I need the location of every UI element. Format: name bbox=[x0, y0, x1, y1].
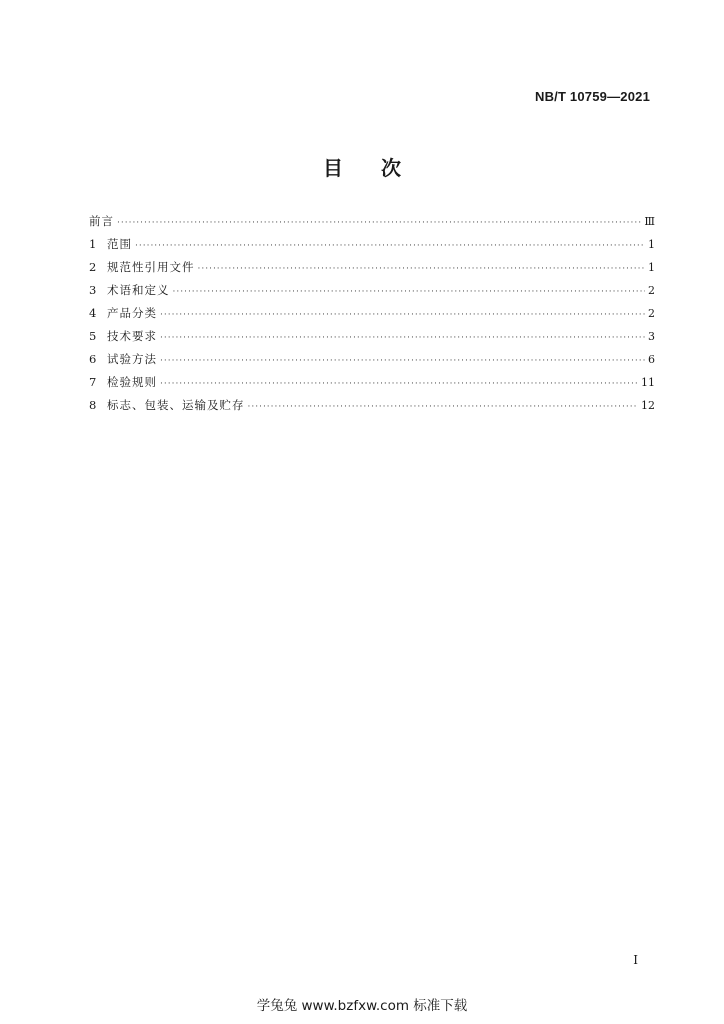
toc-item-4[interactable] bbox=[89, 305, 655, 328]
watermark-footer: 学兔兔 www.bzfxw.com 标准下载 bbox=[256, 998, 468, 1014]
toc-item-page: 11 bbox=[641, 376, 655, 389]
toc-item-number: 6 bbox=[89, 352, 97, 366]
toc-item-8[interactable] bbox=[89, 397, 655, 420]
toc-title-part1: 目 bbox=[323, 156, 343, 180]
toc-item-number: 1 bbox=[89, 237, 97, 251]
toc-item-label: 范围 bbox=[107, 237, 132, 251]
toc-item-label: 规范性引用文件 bbox=[107, 260, 195, 274]
toc-leader-dots bbox=[117, 218, 641, 228]
toc-item-1[interactable] bbox=[89, 236, 655, 259]
toc-leader-dots bbox=[160, 379, 638, 389]
toc-list bbox=[89, 213, 655, 420]
toc-item-5[interactable] bbox=[89, 328, 655, 351]
toc-leader-dots bbox=[135, 241, 645, 251]
toc-title bbox=[0, 152, 724, 181]
toc-item-number: 7 bbox=[89, 375, 97, 389]
toc-leader-dots bbox=[173, 287, 646, 297]
toc-item-number: 3 bbox=[89, 283, 97, 297]
toc-item-page: 6 bbox=[648, 353, 655, 366]
toc-item-page: Ⅲ bbox=[644, 215, 655, 228]
toc-item-page: 2 bbox=[648, 307, 655, 320]
toc-item-page: 12 bbox=[641, 399, 655, 412]
toc-item-page: 3 bbox=[648, 330, 655, 343]
toc-item-label: 试验方法 bbox=[107, 352, 157, 366]
toc-item-label: 技术要求 bbox=[107, 329, 157, 343]
toc-item-foreword[interactable] bbox=[89, 213, 655, 236]
toc-item-label: 检验规则 bbox=[107, 375, 157, 389]
toc-leader-dots bbox=[160, 310, 645, 320]
page-number: I bbox=[633, 953, 638, 967]
toc-item-2[interactable] bbox=[89, 259, 655, 282]
toc-item-page: 1 bbox=[648, 261, 655, 274]
toc-leader-dots bbox=[198, 264, 646, 274]
toc-item-label: 术语和定义 bbox=[107, 283, 170, 297]
toc-item-6[interactable] bbox=[89, 351, 655, 374]
toc-leader-dots bbox=[160, 356, 645, 366]
toc-item-page: 2 bbox=[648, 284, 655, 297]
toc-title-part2: 次 bbox=[381, 156, 401, 180]
standard-code: NB/T 10759—2021 bbox=[534, 89, 650, 104]
toc-item-number: 5 bbox=[89, 329, 97, 343]
toc-item-page: 1 bbox=[648, 238, 655, 251]
toc-item-label: 标志、包装、运输及贮存 bbox=[107, 398, 245, 412]
toc-item-number: 8 bbox=[89, 398, 97, 412]
toc-item-number: 4 bbox=[89, 306, 97, 320]
toc-item-number: 2 bbox=[89, 260, 97, 274]
toc-item-label: 产品分类 bbox=[107, 306, 157, 320]
toc-leader-dots bbox=[160, 333, 645, 343]
toc-item-7[interactable] bbox=[89, 374, 655, 397]
toc-item-3[interactable] bbox=[89, 282, 655, 305]
toc-leader-dots bbox=[248, 402, 639, 412]
toc-item-label: 前言 bbox=[89, 214, 114, 228]
